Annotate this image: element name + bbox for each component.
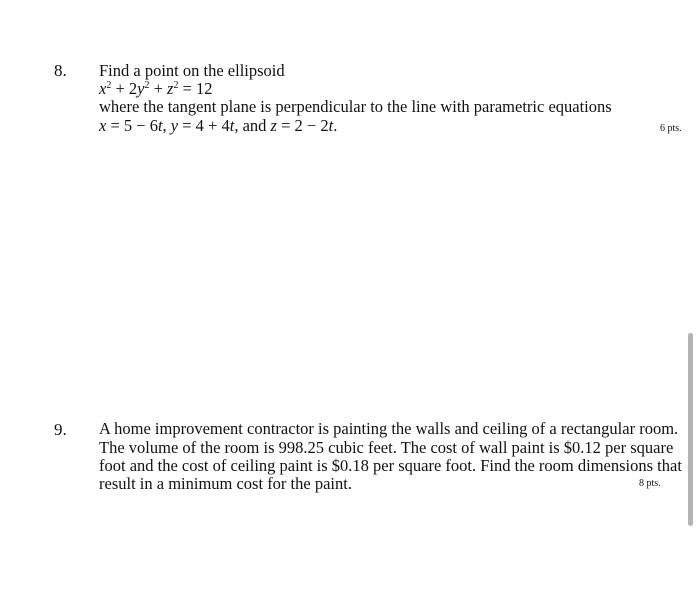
param-y-rhs: = 4 + 4 xyxy=(178,116,230,135)
problem-9-points: 8 pts. xyxy=(639,478,661,489)
eq-x-exponent: 2 xyxy=(106,80,112,91)
problem-8-number: 8. xyxy=(54,61,67,80)
eq-z: z xyxy=(167,79,174,98)
eq-rhs: = 12 xyxy=(178,79,213,98)
param-and: , and xyxy=(234,116,271,135)
param-period: . xyxy=(333,116,338,135)
eq-y: y xyxy=(137,79,145,98)
eq-y-exponent: 2 xyxy=(144,80,150,91)
problem-9-line-4: result in a minimum cost for the paint. xyxy=(99,474,352,493)
param-t-1: t xyxy=(157,116,163,135)
parametric-equations xyxy=(99,116,337,136)
vertical-scrollbar[interactable] xyxy=(688,333,693,526)
problem-9-line-2: The volume of the room is 998.25 cubic feet. The cost of wall paint is $0.12 per square xyxy=(99,438,674,457)
param-z: z xyxy=(270,116,277,135)
eq-plus: + xyxy=(149,79,168,98)
problem-8-points: 6 pts. xyxy=(660,123,682,134)
eq-plus-2: + 2 xyxy=(111,79,138,98)
problem-9-line-3: foot and the cost of ceiling paint is $0.18 per square foot. Find the room dimensions that xyxy=(99,456,682,475)
eq-x: x xyxy=(99,79,107,98)
param-z-rhs: = 2 − 2 xyxy=(276,116,329,135)
param-t-2: t xyxy=(229,116,235,135)
param-x-rhs: = 5 − 6 xyxy=(106,116,158,135)
eq-z-exponent: 2 xyxy=(173,80,179,91)
param-t-3: t xyxy=(328,116,334,135)
problem-8-line-3: where the tangent plane is perpendicular to the line with parametric equations xyxy=(99,97,612,116)
param-x: x xyxy=(99,116,107,135)
problem-8-line-1: Find a point on the ellipsoid xyxy=(99,61,285,80)
problem-9-number: 9. xyxy=(54,420,67,439)
ellipsoid-equation xyxy=(99,79,213,99)
param-y: y xyxy=(170,116,179,135)
param-comma: , xyxy=(162,116,171,135)
problem-9-line-1: A home improvement contractor is painting the walls and ceiling of a rectangular room. xyxy=(99,419,679,438)
